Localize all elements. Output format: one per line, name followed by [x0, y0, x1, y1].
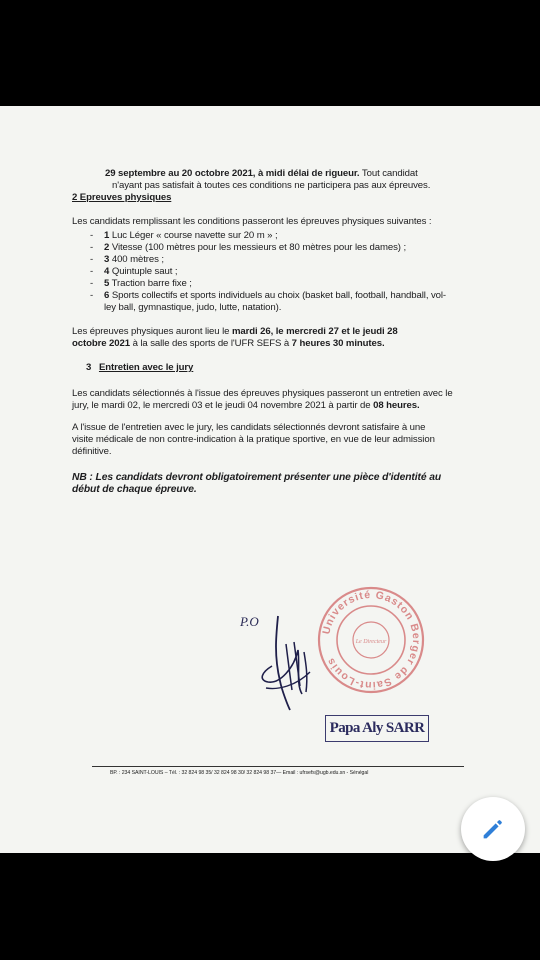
event-6-continued: ley ball, gymnastique, judo, lutte, natation).	[104, 302, 282, 313]
event-number: 4	[104, 266, 110, 277]
nb-line-2: début de chaque épreuve.	[72, 484, 197, 495]
section-3-title: Entretien avec le jury	[98, 362, 194, 373]
interview-time: 08 heures.	[373, 400, 420, 411]
event-item	[104, 254, 164, 266]
event-text: Luc Léger « course navette sur 20 m » ;	[111, 230, 278, 241]
event-text: Traction barre fixe ;	[111, 278, 192, 289]
event-text: Vitesse (100 mètres pour les messieurs et 80 mètres pour les dames) ;	[111, 242, 407, 253]
event-bullet: -	[90, 278, 94, 289]
medical-line-1: A l'issue de l'entretien avec le jury, les candidats sélectionnés devront satisfaire à une	[72, 422, 426, 433]
dates-line-1	[72, 326, 398, 338]
interview-line-2	[72, 400, 420, 412]
stamp-center-text: Le Directeur	[355, 639, 387, 645]
event-bullet: -	[90, 254, 94, 265]
event-number: 1	[104, 230, 110, 241]
medical-line-2: visite médicale de non contre-indication à la pratique sportive, en vue de leur admission	[72, 434, 435, 445]
event-bullet: -	[90, 230, 94, 241]
event-item	[104, 266, 177, 278]
event-number: 5	[104, 278, 110, 289]
deadline-text: 29 septembre au 20 octobre 2021, à midi délai de rigueur.	[105, 168, 360, 179]
deadline-line	[105, 168, 418, 180]
interview-dates: jury, le mardi 02, le mercredi 03 et le jeudi 04 novembre 2021 à partir de	[72, 400, 374, 411]
footer-divider	[92, 766, 464, 767]
deadline-rest: Tout candidat	[359, 168, 418, 179]
event-text: 400 mètres ;	[111, 254, 164, 265]
dates-text-b: mardi 26, le mercredi 27 et le jeudi 28	[231, 326, 398, 337]
event-item	[104, 278, 192, 290]
event-number: 2	[104, 242, 110, 253]
event-item	[104, 290, 446, 302]
university-stamp	[315, 584, 427, 696]
section-2-title: 2 Epreuves physiques	[72, 192, 172, 203]
event-number: 6	[104, 290, 110, 301]
event-text: Quintuple saut ;	[111, 266, 178, 277]
event-bullet: -	[90, 242, 94, 253]
pencil-edit-icon	[479, 815, 507, 843]
event-bullet: -	[90, 290, 94, 301]
event-item	[104, 242, 406, 254]
document-page	[0, 106, 540, 853]
interview-line-1: Les candidats sélectionnés à l'issue des épreuves physiques passeront un entretien avec le	[72, 388, 453, 399]
event-item	[104, 230, 278, 242]
edit-button[interactable]	[461, 797, 525, 861]
section-3-heading	[86, 362, 193, 374]
event-bullet: -	[90, 266, 94, 277]
section-3-number: 3	[86, 362, 92, 373]
conditions-line: n'ayant pas satisfait à toutes ces conditions ne participera pas aux épreuves.	[112, 180, 431, 191]
dates-time: 7 heures 30 minutes.	[291, 338, 385, 349]
dates-text-a: Les épreuves physiques auront lieu le	[72, 326, 232, 337]
footer-contact: BP. : 234 SAINT-LOUIS – Tél. : 32 824 98 35/ 32 824 98 30/ 32 824 98 37— Email : ufrsefs@ugb.edu.sn - Sénégal	[110, 770, 369, 776]
section-2-intro: Les candidats remplissant les conditions passeront les épreuves physiques suivantes :	[72, 216, 432, 227]
signature-graphic	[250, 606, 320, 716]
nb-line-1: NB : Les candidats devront obligatoirement présenter une pièce d'identité au	[72, 472, 442, 483]
dates-line-2	[72, 338, 385, 350]
medical-line-3: définitive.	[72, 446, 112, 457]
stamp-arc-text: Université Gaston Berger de Saint-Louis	[320, 588, 423, 692]
dates-month: octobre 2021	[72, 338, 130, 349]
event-text: Sports collectifs et sports individuels au choix (basket ball, football, handball, vol-	[111, 290, 447, 301]
signatory-name: Papa Aly SARR	[325, 715, 429, 742]
event-number: 3	[104, 254, 110, 265]
dates-location: à la salle des sports de l'UFR SEFS à	[130, 338, 292, 349]
po-mark: P.O	[240, 614, 259, 629]
